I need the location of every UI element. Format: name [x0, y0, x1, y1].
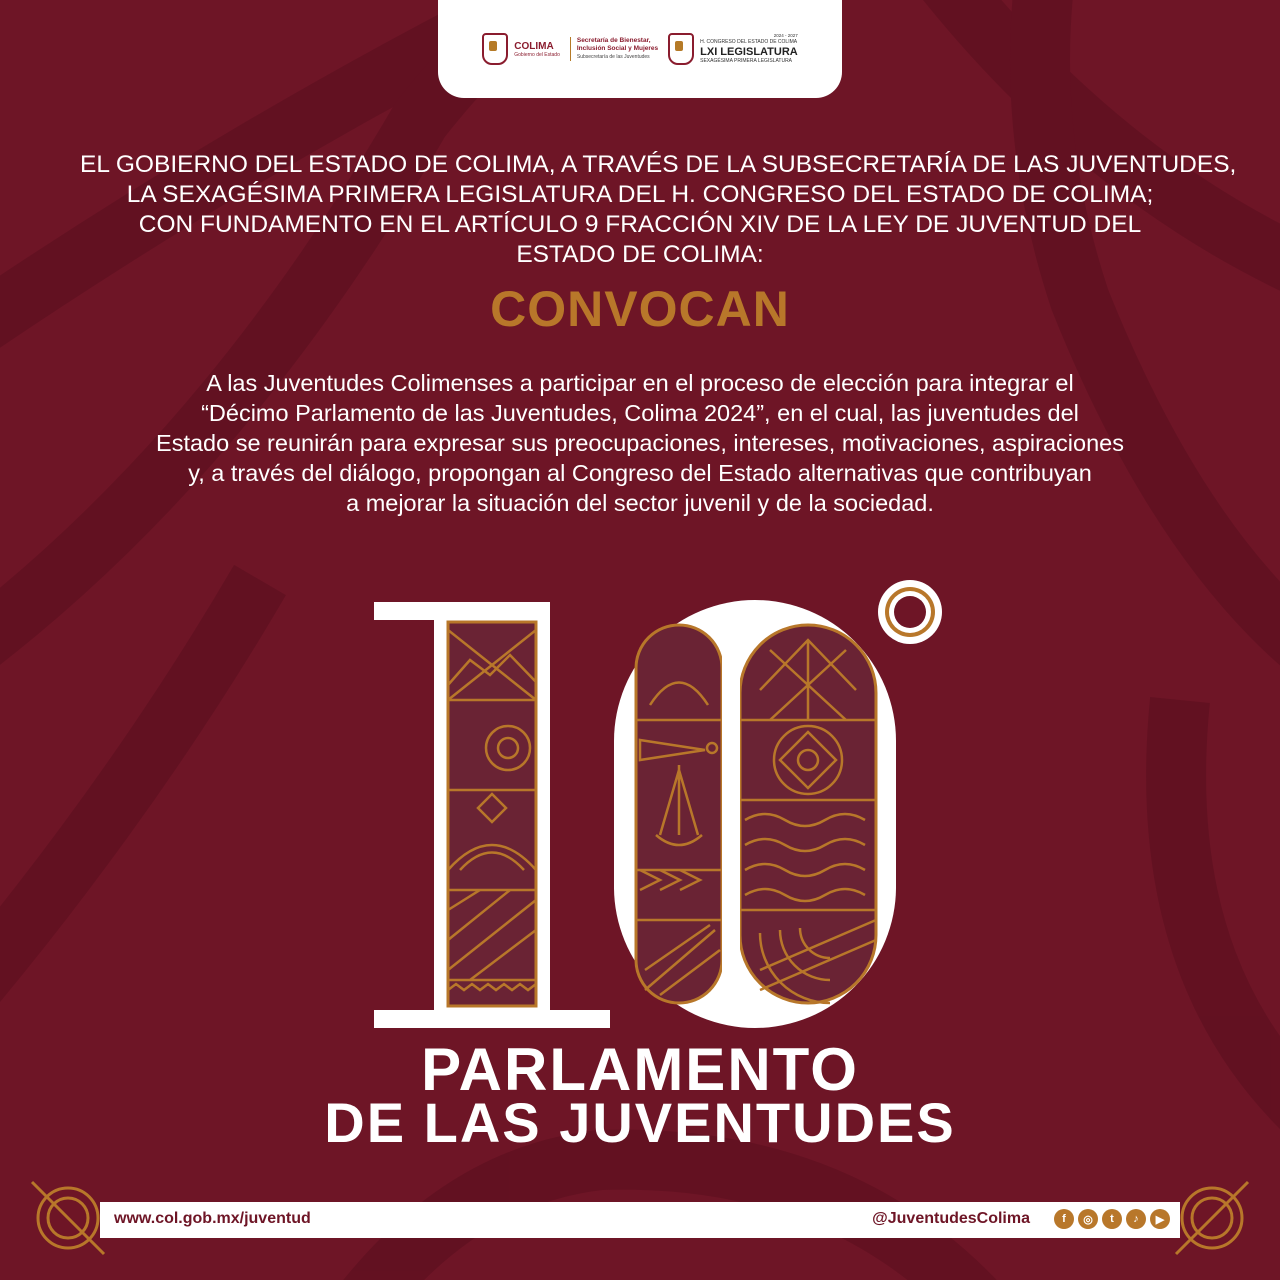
intro-line: CON FUNDAMENTO EN EL ARTÍCULO 9 FRACCIÓN XIV DE LA LEY DE JUVENTUD DEL — [138, 211, 1142, 238]
colima-sub: Gobierno del Estado — [514, 51, 560, 58]
crosshair-right-icon — [1172, 1178, 1252, 1258]
header-logos — [438, 0, 842, 98]
congreso-years: 2024 - 2027 — [773, 33, 798, 38]
colima-name: COLIMA — [514, 40, 554, 52]
intro-line: LA SEXAGÉSIMA PRIMERA LEGISLATURA DEL H. CONGRESO DEL ESTADO DE COLIMA; — [126, 181, 1154, 208]
digit-one-graphic — [374, 602, 610, 1028]
subsecretaria-label: Subsecretaría de las Juventudes — [576, 54, 650, 60]
digit-zero-graphic — [614, 600, 896, 1028]
tenth-emblem — [360, 570, 960, 1040]
body-line: y, a través del diálogo, propongan al Congreso del Estado alternativas que contribuyan — [188, 460, 1092, 486]
tiktok-icon[interactable]: ♪ — [1126, 1209, 1146, 1229]
intro-text — [80, 150, 1237, 270]
congreso-crest-icon — [668, 33, 694, 65]
facebook-icon[interactable]: f — [1054, 1209, 1074, 1229]
intro-line: ESTADO DE COLIMA: — [516, 241, 764, 268]
title-line2: DE LAS JUVENTUDES — [324, 1091, 956, 1154]
social-icons — [1054, 1209, 1170, 1229]
body-line: A las Juventudes Colimenses a participar en el proceso de elección para integrar el — [206, 370, 1074, 396]
title-line1: PARLAMENTO — [421, 1036, 859, 1103]
body-line: Estado se reunirán para expresar sus preocupaciones, intereses, motivaciones, aspiraciones — [156, 430, 1124, 456]
website-link[interactable]: www.col.gob.mx/juventud — [114, 1210, 311, 1227]
colima-logo — [482, 33, 560, 65]
twitter-icon[interactable]: t — [1102, 1209, 1122, 1229]
youtube-icon[interactable]: ▶ — [1150, 1209, 1170, 1229]
crosshair-left-icon — [28, 1178, 108, 1258]
body-line: a mejorar la situación del sector juvenil y de la sociedad. — [346, 490, 934, 516]
congreso-line2: SEXAGÉSIMA PRIMERA LEGISLATURA — [700, 58, 793, 64]
secretaria-logo — [570, 37, 658, 61]
colima-crest-icon — [482, 33, 508, 65]
body-text — [60, 368, 1220, 518]
secretaria-line1: Secretaría de Bienestar, — [576, 37, 651, 44]
body-line: “Décimo Parlamento de las Juventudes, Colima 2024”, en el cual, las juventudes del — [201, 400, 1079, 426]
degree-mark-icon — [878, 580, 942, 644]
instagram-icon[interactable]: ◎ — [1078, 1209, 1098, 1229]
footer-bar — [100, 1202, 1180, 1238]
congreso-logo — [668, 33, 798, 65]
social-handle: @JuventudesColima — [872, 1210, 1030, 1227]
secretaria-line2: Inclusión Social y Mujeres — [576, 45, 659, 52]
intro-line: EL GOBIERNO DEL ESTADO DE COLIMA, A TRAVÉS DE LA SUBSECRETARÍA DE LAS JUVENTUDES, — [80, 151, 1237, 178]
congreso-name: LXI LEGISLATURA — [700, 46, 798, 58]
convocan-heading: CONVOCAN — [490, 281, 790, 337]
congreso-line1: H. CONGRESO DEL ESTADO DE COLIMA — [700, 39, 798, 45]
